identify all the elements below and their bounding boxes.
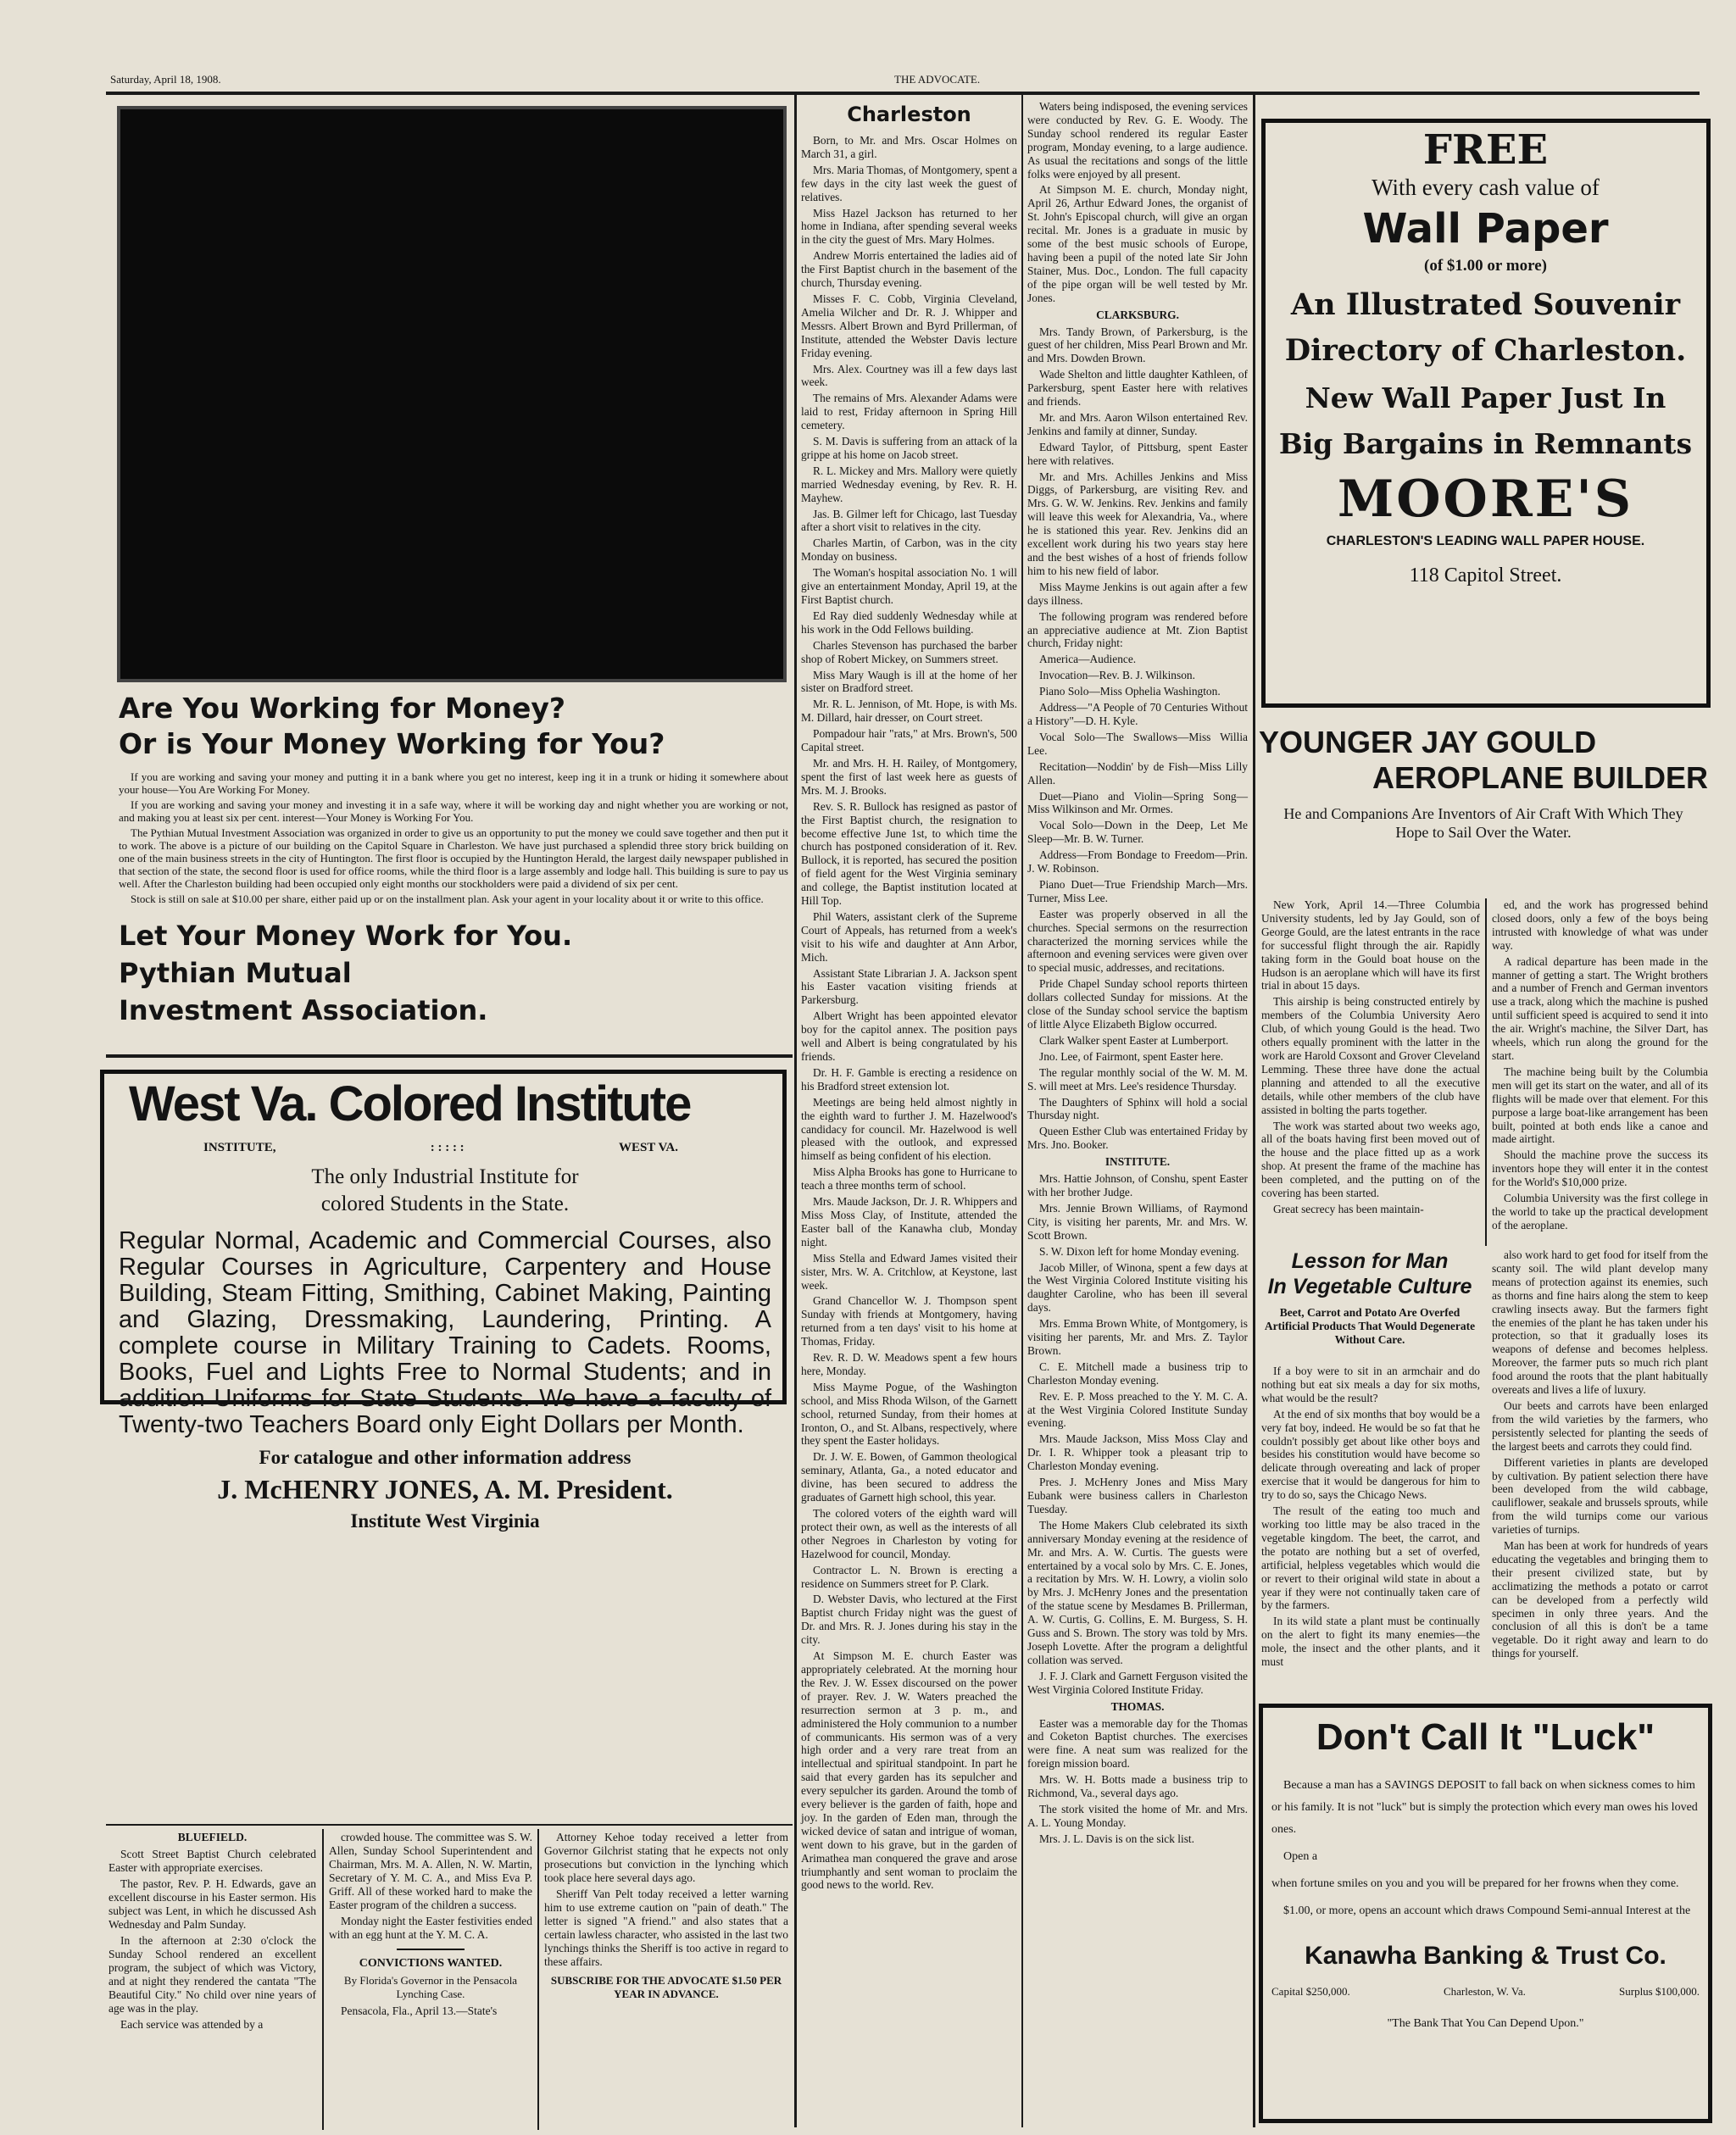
article-paragraph: This airship is being constructed entirely by members of the Columbia University Aero Club, of which young Gould is the head. Two others equally prominent with the latter in the work are Harold Coxsont and Grover Cleveland Lemming. These three have done the actual planning and attended to all the executive details, while other members of the club have assisted in bolting the parts together. (1261, 995, 1480, 1116)
news-item: Mrs. Maude Jackson, Miss Moss Clay and Dr. I. R. Whipper took a pleasant trip to Charleston Monday evening. (1027, 1432, 1248, 1473)
main-divider-1 (794, 93, 797, 2127)
convictions-rule (397, 1949, 465, 1950)
wp-bargains: Big Bargains in Remnants (1278, 427, 1693, 460)
masthead-date: Saturday, April 18, 1908. (110, 73, 221, 86)
news-item: Edward Taylor, of Pittsburg, spent Easter here with relatives. (1027, 440, 1248, 467)
institute-catalogue: For catalogue and other information address (259, 1447, 632, 1468)
news-item: Jas. B. Gilmer left for Chicago, last Tuesday after a short visit to relatives in the city. (801, 507, 1017, 534)
bluefield-col-3 (544, 1831, 788, 2001)
news-item: Easter was a memorable day for the Thomas and Coketon Baptist churches. The exercises were fine. A neat sum was realized for the foreign mission board. (1027, 1716, 1248, 1771)
gould-head-1: YOUNGER JAY GOULD (1259, 725, 1597, 759)
bluefield-col-2 (329, 1831, 532, 2021)
news-item: Dr. J. W. E. Bowen, of Gammon theological seminary, Atlanta, Ga., a noted educator and divine, has been secured to address the graduates of Garnett high school, this year. (801, 1450, 1017, 1504)
wallpaper-ad-content (1267, 127, 1704, 590)
news-item: Mr. and Mrs. H. H. Railey, of Montgomery, spent the first of last week here as guests of Mrs. M. J. Brooks. (801, 756, 1017, 797)
wp-wallpaper: Wall Paper (1362, 205, 1609, 253)
article-paragraph: Man has been at work for hundreds of years educating the vegetables and bringing them to their present civilized state, but by acclimatizing the methods a potato or carrot can be developed from a perfectly wild specimen in only three years. And the conclusion of all this is don't be a tame vegetable. Do it right away and learn to do things for yourself. (1492, 1539, 1708, 1660)
news-item: Assistant State Librarian J. A. Jackson spent his Easter vacation visiting friends at Parkersburg. (801, 966, 1017, 1007)
veg-head-2: In Vegetable Culture (1267, 1275, 1472, 1298)
institute-body: Regular Normal, Academic and Commercial Courses, also Regular Courses in Agriculture, Carpentery and House Building, Steam Fitting, Smithing, Cabinet Making, Painting and Glazing, Dressmaking, Laundering, Printing. A complete course in Military Training to Cadets. Rooms, Books, Fuel and Lights Free to Normal Students; and in addition Uniforms for State Students. We have a faculty of Twenty-two Teachers Board only Eight Dollars per Month. (119, 1227, 771, 1438)
news-item: Piano Solo—Miss Ophelia Washington. (1039, 685, 1221, 698)
news-item: Rev. S. R. Bullock has resigned as pastor of the First Baptist church, the resignation to become effective June 1st, to which time the church has postponed consideration of it. Rev. Bullock, it is reported, has secured the position of field agent for the West Virginia seminary and college, the Baptist institution located at Hill Top. (801, 799, 1017, 908)
institute-president: J. McHENRY JONES, A. M. President. (217, 1474, 673, 1504)
bluefield-p4: Each service was attended by a (120, 2018, 264, 2031)
bank-p4: $1.00, or more, opens an account which draws Compound Semi-annual Interest at the (1283, 1904, 1691, 1917)
news-item: Miss Stella and Edward James visited their sister, Mrs. W. A. Critchlow, at Keystone, last week. (801, 1251, 1017, 1292)
news-item: C. E. Mitchell made a business trip to Charleston Monday evening. (1027, 1359, 1248, 1387)
article-paragraph: In its wild state a plant must be continually on the alert to fight its many enemies—the mole, the insect and the other plants, and it must (1261, 1615, 1480, 1669)
institute-tag-1: The only Industrial Institute for (311, 1165, 579, 1188)
news-item: Mrs. Alex. Courtney was ill a few days last week. (801, 362, 1017, 389)
news-item: Duet—Piano and Violin—Spring Song—Miss Wilkinson and Mr. Ormes. (1027, 789, 1248, 816)
bluefield-p3: In the afternoon at 2:30 o'clock the Sunday School rendered an excellent program, the subject of which was Victory, and at night they rendered the cantata "The Beautiful City." No child over nine years of age was in the play. (108, 1934, 316, 2015)
invest-org-2: Investment Association. (119, 994, 488, 1026)
news-item: S. M. Davis is suffering from an attack of la grippe at his home on Jacob street. (801, 435, 1017, 461)
news-item: Albert Wright has been appointed elevator boy for the capitol annex. The position pays well and Albert is being congratulated by his friends. (801, 1009, 1017, 1063)
bluefield-divider-2 (537, 1829, 539, 2130)
convictions-body: Pensacola, Fla., April 13.—State's (341, 2004, 498, 2017)
main-divider-2 (1021, 93, 1023, 2127)
news-item: Mrs. Emma Brown White, of Montgomery, is visiting her parents, Mr. and Mrs. Z. Taylor Brown. (1027, 1317, 1248, 1357)
news-item: Address—From Bondage to Freedom—Prin. J. W. Robinson. (1027, 848, 1248, 876)
bluefield-c2-p1: crowded house. The committee was S. W. Allen, Sunday School Superintendent and Chairman, Mrs. M. A. Allen, N. W. Martin, Secretary of Y. M. C. A., and Miss Eva P. Griff. All of these worked hard to make the Easter program of the children a success. (329, 1831, 532, 1911)
institute-address: Institute West Virginia (350, 1510, 540, 1532)
news-item: Mrs. J. L. Davis is on the sick list. (1039, 1832, 1195, 1845)
bluefield-rule (106, 1824, 793, 1826)
bank-name: Kanawha Banking & Trust Co. (1305, 1942, 1666, 1970)
subscribe-notice: SUBSCRIBE FOR THE ADVOCATE $1.50 PER YEAR IN ADVANCE. (550, 1974, 782, 2000)
veg-head-1: Lesson for Man (1291, 1249, 1449, 1273)
news-item: The following program was rendered before an appreciative audience at Mt. Zion Baptist church, Friday night: (1027, 609, 1248, 650)
wp-with: With every cash value of (1372, 175, 1600, 200)
news-item: Clark Walker spent Easter at Lumberport. (1039, 1033, 1229, 1047)
news-item: Miss Mayme Jenkins is out again after a few days illness. (1027, 580, 1248, 607)
news-item: Charles Martin, of Carbon, was in the city Monday on business. (801, 537, 1017, 564)
invest-headline-1: Are You Working for Money? (119, 692, 566, 725)
gould-head-2: AEROPLANE BUILDER (1372, 760, 1708, 795)
gould-divider (1485, 898, 1487, 1246)
news-item: Born, to Mr. and Mrs. Oscar Holmes on March 31, a girl. (801, 134, 1017, 160)
news-item: Rev. E. P. Moss preached to the Y. M. C. A. at the West Virginia Colored Institute Sunday evening. (1027, 1389, 1248, 1430)
news-item: Miss Hazel Jackson has returned to her home in Indiana, after spending several weeks in the city the guest of Mrs. Mary Holmes. (801, 206, 1017, 247)
article-paragraph: Columbia University was the first college in the world to take up the practical development of the aeroplane. (1492, 1192, 1708, 1232)
charleston-col-1 (801, 100, 1017, 1894)
institute-tag-2: colored Students in the State. (320, 1193, 570, 1215)
news-item: Easter was properly observed in all the churches. Special sermons on the resurrection characterized the morning services while the afternoon and evening services were given over to special music, addresses, and recitations. (1027, 907, 1248, 975)
news-item: Jacob Miller, of Winona, spent a few days at the West Virginia Colored Institute visiting his daughter Caroline, who has been ill several days. (1027, 1260, 1248, 1315)
masthead (110, 69, 1695, 88)
institute-loc-left: INSTITUTE, (203, 1141, 276, 1154)
news-item: Mrs. Tandy Brown, of Parkersburg, is the guest of her children, Miss Pearl Brown and Mr. and Mrs. Dowden Brown. (1027, 325, 1248, 365)
news-item: Mrs. Maria Thomas, of Montgomery, spent a few days in the city last week the guest of relatives. (801, 163, 1017, 203)
thomas-head: THOMAS. (1110, 1699, 1165, 1713)
news-item: Mr. R. L. Jennison, of Mt. Hope, is with Ms. M. Dillard, hair dresser, on Court street. (801, 698, 1017, 725)
article-paragraph: The work was started about two weeks ago, all of the boats having first been moved out of the house and the place fitted up as a work shop. At present the frame of the machine has been completed, and the putting on of the covering has been started. (1261, 1119, 1480, 1200)
veg-col-1 (1261, 1365, 1480, 1671)
invest-body-4: Stock is still on sale at $10.00 per share, either paid up or on the installment plan. Ask your agent in your locality about it or write to this office. (131, 892, 764, 905)
institute-location (119, 1134, 771, 1155)
bank-motto: "The Bank That You Can Depend Upon." (1387, 2017, 1584, 2030)
news-item: Ed Ray died suddenly Wednesday while at his work in the Odd Fellows building. (801, 609, 1017, 636)
bank-surplus: Surplus $100,000. (1619, 1985, 1700, 1998)
bluefield-col-1 (108, 1831, 316, 2034)
wp-souvenir: An Illustrated Souvenir (1290, 287, 1681, 322)
article-paragraph: A radical departure has been made in the manner of getting a start. The Wright brothers and a number of French and German inventors use a track, along which the machine is pushed until sufficient speed is acquired to send it into the air. Wright's machine, the Silver Dart, has wheels, which run along the ground for the start. (1492, 954, 1708, 1062)
article-paragraph: Great secrecy has been maintain- (1273, 1202, 1424, 1215)
news-item: Recitation—Noddin' by de Fish—Miss Lilly Allen. (1027, 759, 1248, 787)
bank-p1: Because a man has a SAVINGS DEPOSIT to fall back on when sickness comes to him or his family. It is not "luck" but is simply the protection which every man owes his loved ones. (1271, 1779, 1698, 1836)
masthead-rule (106, 92, 1700, 95)
news-item: The regular monthly social of the W. M. M. S. will meet at Mrs. Lee's residence Thursday. (1027, 1065, 1248, 1093)
news-item: Miss Mary Waugh is ill at the home of her sister on Bradford street. (801, 668, 1017, 695)
gould-col-2 (1492, 898, 1708, 1235)
invest-slogan: Let Your Money Work for You. (119, 920, 573, 952)
convictions-sub: By Florida's Governor in the Pensacola Lynching Case. (343, 1974, 518, 2000)
charleston-col-2 (1027, 100, 1248, 1849)
bank-city: Charleston, W. Va. (1443, 1985, 1526, 1998)
bank-footer (1271, 1985, 1700, 1999)
news-item: The colored voters of the eighth ward will protect their own, as well as the interests of all other Negroes in Charleston by voting for Hazelwood for council, Monday. (801, 1507, 1017, 1560)
gould-col-1 (1261, 898, 1480, 1219)
invest-headline-2: Or is Your Money Working for You? (119, 727, 665, 760)
wp-directory: Directory of Charleston. (1284, 333, 1687, 368)
veg-header (1259, 1248, 1481, 1347)
wp-newpaper: New Wall Paper Just In (1305, 381, 1666, 414)
article-paragraph: New York, April 14.—Three Columbia University students, led by Jay Gould, son of George Gould, are the latest entrants in the race for successful flight through the air. Rapidly taking form in the Gould boat house on the Hudson is an aeroplane which will have its first trial in about 15 days. (1261, 898, 1480, 992)
bank-ad-content (1271, 1712, 1700, 2031)
news-item: Meetings are being held almost nightly in the eighth ward to further J. M. Hazelwood's candidacy for council. Mr. Hazelwood is well pleased with the outlook, and expressed himself as being confident of his election. (801, 1095, 1017, 1163)
veg-col-2 (1492, 1248, 1708, 1663)
bluefield-head: BLUEFIELD. (177, 1831, 248, 1843)
news-item: Misses F. C. Cobb, Virginia Cleveland, Amelia Wilcher and Dr. R. J. Whipper and Messrs. Albert Brown and Byrd Prillerman, of Institute, attended the Webster Davis lecture Friday evening. (801, 292, 1017, 359)
news-item: At Simpson M. E. church Easter was appropriately celebrated. At the morning hour the Rev. J. W. Essex discoursed on the power of prayer. Rev. J. W. Waters preached the resurrection sermon at 3 p. m., and administered the Holy communion to a number of communicants. His sermon was of a very high order and a very rare treat from an intellectual and spiritual standpoint. In part he said that every garden has its sepulcher and every sepulcher its garden. Around the tomb of every believer is the garden of faith, hope and joy. In the garden of Eden man, through the wicked device of satan and intrigue of woman, went down to his grave, but in the garden of Arimathea man conquered the grave and arose triumphantly and sent woman to proclaim the good news to the world. Rev. (801, 1649, 1017, 1892)
clarksburg-head: CLARKSBURG. (1096, 308, 1179, 321)
wp-leading: CHARLESTON'S LEADING WALL PAPER HOUSE. (1326, 534, 1645, 548)
wp-address: 118 Capitol Street. (1409, 564, 1562, 587)
news-item: Mrs. Jennie Brown Williams, of Raymond City, is visiting her parents, Mr. and Mrs. W. Scott Brown. (1027, 1201, 1248, 1242)
news-item: At Simpson M. E. church, Monday night, April 26, Arthur Edward Jones, the organist of St. John's Episcopal church, will give an organ recital. Mr. Jones is a graduate in music by some of the best music schools of Europe, having been a pupil of the noted late Sir John Stainer, Mus. Doc., London. The full capacity of the pipe organ will be well tested by Mr. Jones. (1027, 183, 1248, 304)
gould-header (1259, 725, 1708, 842)
article-paragraph: The machine being built by the Columbia men will get its start on the water, and all of its flights will be made over that element. For this purpose a large boat-like arrangement has been built, pointed at both ends like a canoe and made airtight. (1492, 1065, 1708, 1146)
masthead-title: THE ADVOCATE. (894, 73, 981, 86)
institute-ad-content (119, 1075, 771, 1532)
bluefield-c3-p2: Sheriff Van Pelt today received a letter warning him to use extreme caution on "pain of death." The letter is signed "A friend." and also states that a certain lawless character, who assisted in the last two lynchings thinks the Sheriff is too active in regard to these affairs. (544, 1888, 788, 1968)
news-item: D. Webster Davis, who lectured at the First Baptist church Friday night was the guest of Dr. and Mrs. R. J. Jones during his stay in the city. (801, 1593, 1017, 1647)
article-paragraph: also work hard to get food for itself from the scanty soil. The wild plant develop many means of protection against its enemies, such as thorns and fine hairs along the stem to keep crawling insects away. But the farmers fight the enemies of the plant he has taken under his protection, so that it gradually loses its weapons of defense and becomes helpless. Moreover, the farmer puts so much rich plant food around the roots that the plant habitually overeats and lives a life of luxury. (1492, 1248, 1708, 1397)
gould-sub: He and Companions Are Inventors of Air Craft With Which They Hope to Sail Over the Water. (1283, 805, 1683, 841)
news-item: America—Audience. (1039, 653, 1137, 666)
veg-sub: Beet, Carrot and Potato Are Overfed Artificial Products That Would Degenerate Without Care. (1264, 1306, 1476, 1346)
news-item: S. W. Dixon left for home Monday evening. (1039, 1244, 1239, 1258)
wp-store: MOORE'S (1337, 470, 1634, 529)
news-item: Miss Alpha Brooks has gone to Hurricane to teach a three months term of school. (801, 1165, 1017, 1193)
news-item: Address—"A People of 70 Centuries Without a History"—D. H. Kyle. (1027, 701, 1248, 727)
bank-p3: when fortune smiles on you and you will be prepared for her frowns when they come. (1271, 1877, 1679, 1890)
news-item: The Woman's hospital association No. 1 will give an entertainment Monday, April 19, at the First Baptist church. (801, 566, 1017, 606)
institute-loc-dots: : : : : : (430, 1141, 465, 1154)
left-rule-1 (106, 1054, 793, 1058)
article-paragraph: Different varieties in plants are developed by cultivation. By patient selection there have been developed from the wild cabbage, cauliflower, seakale and brussels sprouts, while from the wild turnips come our various varieties of turnips. (1492, 1455, 1708, 1537)
institute-head: INSTITUTE. (1104, 1155, 1171, 1169)
news-item: Phil Waters, assistant clerk of the Supreme Court of Appeals, has returned from a week's visit to his wife and daughter at Ann Arbor, Mich. (801, 909, 1017, 964)
convictions-head: CONVICTIONS WANTED. (359, 1957, 503, 1970)
news-item: The Daughters of Sphinx will hold a social Thursday night. (1027, 1095, 1248, 1122)
invest-body-1: If you are working and saving your money and putting it in a bank where you get no interest, keep ing it in a trunk or hiding it somewhere about your house—You Are Working For Money. (119, 770, 788, 796)
news-item: Grand Chancellor W. J. Thompson spent Sunday with friends at Montgomery, having returned from a ten days' visit to his home at Thomas, Friday. (801, 1294, 1017, 1348)
news-item: Waters being indisposed, the evening services were conducted by Rev. G. E. Woody. The Sunday school rendered its regular Easter program, Monday evening, to a large audience. As usual the recitations and songs of the little folks were enjoyed by all present. (1027, 100, 1248, 181)
wp-free: FREE (1422, 126, 1549, 174)
invest-ad (119, 691, 788, 1029)
news-item: Dr. H. F. Gamble is erecting a residence on his Bradford street extension lot. (801, 1065, 1017, 1093)
article-paragraph: At the end of six months that boy would be a very fat boy, indeed. He would be so fat that he couldn't possibly get about like other boys and besides his constitution would have become so delicate through overeating and lack of proper exercise that it would be dangerous for him to try to do so, says the Chicago News. (1261, 1407, 1480, 1502)
news-item: Pompadour hair "rats," at Mrs. Brown's, 500 Capital street. (801, 727, 1017, 754)
news-item: Pride Chapel Sunday school reports thirteen dollars collected Sunday for missions. At the close of the Sunday school service the baptism of little Alyce Elizabeth Biglow occurred. (1027, 977, 1248, 1031)
news-item: Miss Mayme Pogue, of the Washington school, and Miss Rhoda Wilson, of the Garnett school, returned Sunday, from their homes at Ironton, O., and St. Albans, respectively, where they spent the Easter holidays. (801, 1380, 1017, 1448)
article-paragraph: Our beets and carrots have been enlarged from the wild varieties by the farmers, who persistently selected for planting the seeds of the largest beets and carrots they could find. (1492, 1398, 1708, 1453)
bluefield-c3-p1: Attorney Kehoe today received a letter from Governor Gilchrist stating that he expects not only prosecutions but conviction in the lynching which took place here several days ago. (544, 1831, 788, 1884)
news-item: The remains of Mrs. Alexander Adams were laid to rest, Friday afternoon in Spring Hill cemetery. (801, 392, 1017, 432)
news-item: Wade Shelton and little daughter Kathleen, of Parkersburg, spent Easter here with relatives and friends. (1027, 368, 1248, 409)
article-paragraph: Should the machine prove the success its inventors hope they will enter it in the contest for the World's $10,000 prize. (1492, 1148, 1708, 1189)
news-item: Jno. Lee, of Fairmont, spent Easter here. (1039, 1049, 1224, 1063)
news-item: Mrs. Hattie Johnson, of Conshu, spent Easter with her brother Judge. (1027, 1172, 1248, 1198)
news-item: Mrs. Maude Jackson, Dr. J. R. Whippers and Miss Moss Clay, of Institute, attended the Easter ball of the Kanawha club, Monday night. (801, 1195, 1017, 1248)
news-item: Vocal Solo—Down in the Deep, Let Me Sleep—Mr. B. W. Turner. (1027, 819, 1248, 846)
news-item: The Home Makers Club celebrated its sixth anniversary Monday evening at the residence of Mr. and Mrs. A. W. Curtis. The guests were entertained by a vocal solo by Mrs. C. E. Jones, a recitation by Mrs. W. H. Lowry, a violin solo by Mrs. J. McHenry Jones and the presentation of the statue scene by Mesdames B. Prillerman, A. W. Curtis, G. Collins, E. M. Burgess, S. H. Guss and S. Brown. The story was told by Mrs. Joseph Lovette. After the program a delightful collation was served. (1027, 1518, 1248, 1666)
bank-head: Don't Call It "Luck" (1316, 1716, 1655, 1758)
news-item: Piano Duet—True Friendship March—Mrs. Turner, Miss Lee. (1027, 877, 1248, 904)
main-divider-3 (1253, 93, 1255, 2127)
institute-title: West Va. Colored Institute (129, 1076, 691, 1131)
institute-loc-right: WEST VA. (618, 1141, 678, 1154)
wp-amount: (of $1.00 or more) (1424, 257, 1547, 275)
bank-capital: Capital $250,000. (1271, 1985, 1350, 1998)
news-item: Mrs. W. H. Botts made a business trip to Richmond, Va., several days ago. (1027, 1773, 1248, 1800)
bluefield-p2: The pastor, Rev. P. H. Edwards, gave an excellent discourse in his Easter sermon. His subject was Lent, in which he discussed Ash Wednesday and Palm Sunday. (108, 1877, 316, 1931)
invest-body-2: If you are working and saving your money and investing it in a safe way, where it will be working day and night whether you are working or not, and making you at least six per cent. interest—Your Money is Working For You. (119, 798, 788, 824)
bluefield-c2-p2: Monday night the Easter festivities ended with an egg hunt at the Y. M. C. A. (329, 1915, 532, 1941)
invest-body-3: The Pythian Mutual Investment Association was organized in order to give us an opportunity to put the money we could save together and then put it to work. The above is a picture of our building on the Capitol Square in Charleston. We have just purchased a splendid three story brick building on one of the main business streets in the city of Huntington. The first floor is occupied by the Huntington Herald, the largest daily newspaper published in that section of the state, the second floor is used for office rooms, while the third floor is a large assembly and lodge hall. This building is sure to pay us well. After the Charleston building had been occupied only eight months our stockholders were paid a dividend of six per cent. (119, 826, 788, 890)
bluefield-p1: Scott Street Baptist Church celebrated Easter with appropriate exercises. (108, 1848, 316, 1874)
news-item: R. L. Mickey and Mrs. Mallory were quietly married Wednesday evening, by Rev. R. H. Mayhew. (801, 464, 1017, 504)
invest-org-1: Pythian Mutual (119, 957, 352, 989)
news-item: Queen Esther Club was entertained Friday by Mrs. Jno. Booker. (1027, 1125, 1248, 1152)
news-item: Contractor L. N. Brown is erecting a residence on Summers street for P. Clark. (801, 1563, 1017, 1590)
news-item: Andrew Morris entertained the ladies aid of the First Baptist church in the basement of the church, Thursday evening. (801, 249, 1017, 290)
news-item: Mr. and Mrs. Aaron Wilson entertained Rev. Jenkins and family at dinner, Sunday. (1027, 410, 1248, 437)
bank-p2: Open a (1283, 1850, 1318, 1863)
news-item: Mr. and Mrs. Achilles Jenkins and Miss Diggs, of Parkersburg, are visiting Rev. and Mrs. G. W. W. Jenkins. Rev. Jenkins and family will leave this week for Alexandria, Va., where he is stationed this year. Rev. Jenkins did an excellent work during his two years stay here and the best wishes of a host of friends follow him to his new field of labor. (1027, 470, 1248, 577)
bluefield-divider-1 (322, 1829, 324, 2130)
article-paragraph: If a boy were to sit in an armchair and do nothing but eat six meals a day for six moths, what would be the result? (1261, 1365, 1480, 1404)
article-paragraph: ed, and the work has progressed behind closed doors, only a few of the boys being intrusted with knowledge of what was under way. (1492, 898, 1708, 952)
news-item: Charles Stevenson has purchased the barber shop of Robert Mickey, on Summers street. (801, 638, 1017, 665)
news-item: The stork visited the home of Mr. and Mrs. A. L. Young Monday. (1027, 1802, 1248, 1829)
article-paragraph: The result of the eating too much and working too little may be also traced in the vegetable kingdom. The beet, the carrot, and the potato are nothing but a set of overfed, artificial, helpless vegetables which would die or revert to their original wild state in about a year if they were not continually taken care of by the farmers. (1261, 1504, 1480, 1612)
news-item: Rev. R. D. W. Meadows spent a few hours here, Monday. (801, 1351, 1017, 1377)
building-photo (117, 106, 787, 682)
news-item: Invocation—Rev. B. J. Wilkinson. (1039, 669, 1195, 682)
news-item: Pres. J. McHenry Jones and Miss Mary Eubank were business callers in Charleston Tuesday. (1027, 1476, 1248, 1515)
news-item: J. F. J. Clark and Garnett Ferguson visited the West Virginia Colored Institute Friday. (1027, 1669, 1248, 1696)
charleston-head: Charleston (847, 103, 971, 126)
news-item: Vocal Solo—The Swallows—Miss Willia Lee. (1027, 730, 1248, 757)
